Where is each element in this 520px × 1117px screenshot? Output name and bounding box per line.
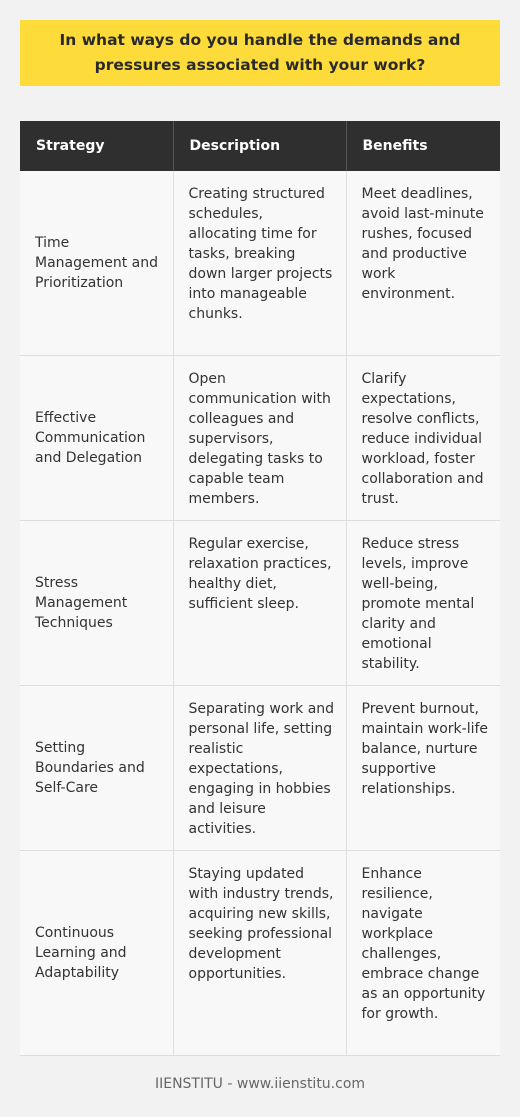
table-row [20,355,500,520]
strategy-table [20,121,500,1056]
page-title: In what ways do you handle the demands and pressures associated with your work? [20,20,500,86]
description-cell: Separating work and personal life, setting realistic expectations, engaging in hobbies and leisure activities. [173,685,346,850]
column-header-strategy: Strategy [20,121,173,171]
table-row [20,171,500,355]
strategy-cell: Continuous Learning and Adaptability [20,850,173,1055]
table-row [20,520,500,685]
table-row [20,685,500,850]
benefits-cell: Meet deadlines, avoid last-minute rushes, focused and productive work environment. [346,171,500,355]
description-cell: Staying updated with industry trends, acquiring new skills, seeking professional development opportunities. [173,850,346,1055]
benefits-cell: Enhance resilience, navigate workplace challenges, embrace change as an opportunity for growth. [346,850,500,1055]
benefits-cell: Reduce stress levels, improve well-being, promote mental clarity and emotional stability. [346,520,500,685]
benefits-cell: Clarify expectations, resolve conflicts, reduce individual workload, foster collaboration and trust. [346,355,500,520]
strategy-cell: Setting Boundaries and Self-Care [20,685,173,850]
column-header-benefits: Benefits [346,121,500,171]
strategy-cell: Stress Management Techniques [20,520,173,685]
table-header-row [20,121,500,171]
description-cell: Regular exercise, relaxation practices, healthy diet, sufficient sleep. [173,520,346,685]
strategy-cell: Time Management and Prioritization [20,171,173,355]
strategy-cell: Effective Communication and Delegation [20,355,173,520]
column-header-description: Description [173,121,346,171]
footer-credit: IIENSTITU - www.iienstitu.com [154,1076,366,1092]
description-cell: Creating structured schedules, allocating time for tasks, breaking down larger projects into manageable chunks. [173,171,346,355]
table-row [20,850,500,1055]
description-cell: Open communication with colleagues and supervisors, delegating tasks to capable team members. [173,355,346,520]
benefits-cell: Prevent burnout, maintain work-life balance, nurture supportive relationships. [346,685,500,850]
